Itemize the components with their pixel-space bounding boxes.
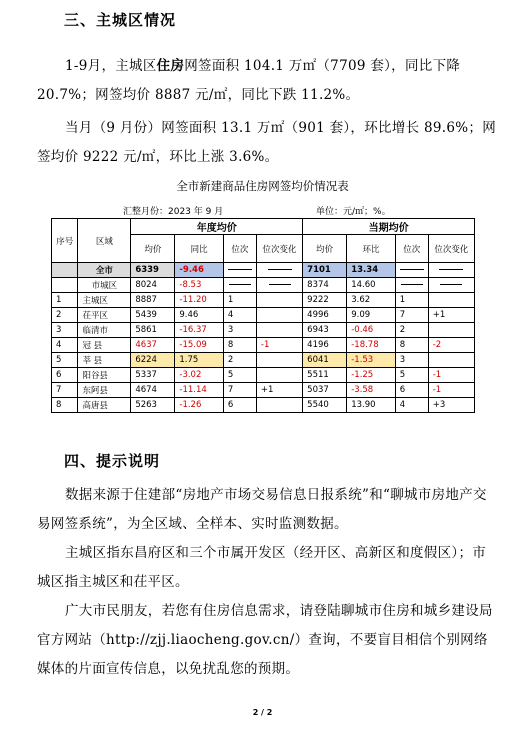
cell-year-yoy: -3.02	[175, 368, 223, 383]
cell-current-price: 5540	[303, 398, 347, 413]
cell-current-mom: -1.53	[347, 353, 395, 368]
cell-area: 冠 县	[78, 338, 131, 353]
cell-current-price: 6041	[303, 353, 347, 368]
cell-year-rank-change	[256, 278, 302, 293]
table-month-label: 汇整月份：2023 年 9 月	[123, 207, 224, 217]
cell-year-rank-change	[256, 293, 302, 308]
cell-seq: 2	[52, 308, 78, 323]
paragraph-data-source: 数据来源于住建部“房地产市场交易信息日报系统”和“聊城市房地产交易网签系统”，为全区域、全样本、实时监测数据。	[37, 487, 487, 532]
cell-year-rank-change	[256, 323, 302, 338]
cell-year-price: 5337	[131, 368, 175, 383]
page-number: 2 / 2	[252, 708, 273, 717]
cell-current-rank-change	[428, 323, 474, 338]
cell-current-rank: 3	[395, 353, 428, 368]
cell-area: 主城区	[78, 293, 131, 308]
paragraph-advice: 广大市民朋友，若您有住房信息需求，请登陆聊城市住房和城乡建设局官方网站（http://zjj.liaocheng.gov.cn/）查询，不要盲目相信个别网络媒体的片面宣传信息，以免扰乱您的预期。	[37, 603, 493, 677]
cell-year-yoy: -1.26	[175, 398, 223, 413]
cell-seq: 8	[52, 398, 78, 413]
cell-current-mom: -3.58	[347, 383, 395, 398]
header-year-rank: 位次	[223, 235, 256, 263]
cell-year-rank: 1	[223, 293, 256, 308]
cell-year-rank-change: -1	[256, 338, 302, 353]
cell-year-price: 5439	[131, 308, 175, 323]
table-row	[52, 278, 475, 293]
cell-seq: 7	[52, 383, 78, 398]
cell-current-price: 5511	[303, 368, 347, 383]
table-row	[52, 338, 475, 353]
header-current-avg: 当期均价	[303, 219, 475, 235]
cell-year-yoy: -8.53	[175, 278, 223, 293]
cell-year-price: 8887	[131, 293, 175, 308]
cell-current-rank-change: -1	[428, 383, 474, 398]
header-year-avg: 年度均价	[131, 219, 303, 235]
cell-year-yoy: -16.37	[175, 323, 223, 338]
cell-current-rank: 6	[395, 383, 428, 398]
section-heading-notes: 四、提示说明	[64, 452, 161, 470]
cell-current-rank-change	[428, 278, 474, 293]
cell-current-rank: 2	[395, 323, 428, 338]
table-row	[52, 398, 475, 413]
table-unit-label: 单位：元/㎡；%。	[316, 207, 391, 217]
cell-current-rank: 7	[395, 308, 428, 323]
cell-current-price: 4996	[303, 308, 347, 323]
cell-year-yoy: -15.09	[175, 338, 223, 353]
table-row	[52, 293, 475, 308]
cell-seq: 1	[52, 293, 78, 308]
header-year-yoy: 同比	[175, 235, 223, 263]
cell-current-mom: -0.46	[347, 323, 395, 338]
cell-current-rank: 1	[395, 293, 428, 308]
cell-year-rank: 4	[223, 308, 256, 323]
cell-area: 全市	[78, 263, 131, 278]
cell-current-price: 9222	[303, 293, 347, 308]
header-current-rank: 位次	[395, 235, 428, 263]
cell-area: 东阿县	[78, 383, 131, 398]
paragraph-current-month: 当月（9 月份）网签面积 13.1 万㎡（901 套），环比增长 89.6%；网签均价 9222 元/㎡，环比上涨 3.6%。	[37, 120, 497, 165]
cell-current-mom: 3.62	[347, 293, 395, 308]
cell-year-yoy: -11.20	[175, 293, 223, 308]
cell-year-rank-change	[256, 308, 302, 323]
header-seq: 序号	[52, 219, 78, 263]
cell-seq	[52, 278, 78, 293]
header-area: 区域	[78, 219, 131, 263]
cell-current-mom: -18.78	[347, 338, 395, 353]
cell-current-mom: -1.25	[347, 368, 395, 383]
cell-current-rank	[395, 263, 428, 278]
cell-current-rank-change: +1	[428, 308, 474, 323]
header-year-price: 均价	[131, 235, 175, 263]
cell-year-price: 4637	[131, 338, 175, 353]
header-current-rank-change: 位次变化	[428, 235, 474, 263]
cell-current-mom: 14.60	[347, 278, 395, 293]
table-title: 全市新建商品住房网签均价情况表	[176, 179, 349, 193]
cell-year-rank: 3	[223, 323, 256, 338]
cell-current-rank: 8	[395, 338, 428, 353]
cell-current-rank: 5	[395, 368, 428, 383]
cell-area: 市城区	[78, 278, 131, 293]
cell-year-rank: 7	[223, 383, 256, 398]
cell-current-mom: 13.34	[347, 263, 395, 278]
cell-area: 阳谷县	[78, 368, 131, 383]
paragraph-ytd: 1-9月，主城区住房网签面积 104.1 万㎡（7709 套），同比下降 20.7%；网签均价 8887 元/㎡，同比下跌 11.2%。	[37, 58, 461, 103]
cell-year-rank-change	[256, 263, 302, 278]
table-row	[52, 353, 475, 368]
table-row	[52, 383, 475, 398]
cell-year-price: 6224	[131, 353, 175, 368]
cell-current-rank-change: -1	[428, 368, 474, 383]
section-heading-main-city: 三、主城区情况	[64, 11, 177, 29]
cell-current-price: 7101	[303, 263, 347, 278]
cell-area: 高唐县	[78, 398, 131, 413]
cell-year-price: 5263	[131, 398, 175, 413]
table-row	[52, 308, 475, 323]
cell-current-mom: 13.90	[347, 398, 395, 413]
cell-seq: 4	[52, 338, 78, 353]
cell-year-rank-change: +1	[256, 383, 302, 398]
table-row	[52, 323, 475, 338]
cell-year-rank: 8	[223, 338, 256, 353]
cell-year-rank	[223, 263, 256, 278]
cell-area: 临清市	[78, 323, 131, 338]
price-table	[51, 218, 475, 413]
cell-area: 莘 县	[78, 353, 131, 368]
cell-seq: 3	[52, 323, 78, 338]
cell-current-rank-change	[428, 293, 474, 308]
cell-current-price: 4196	[303, 338, 347, 353]
cell-year-price: 6339	[131, 263, 175, 278]
cell-seq: 6	[52, 368, 78, 383]
cell-year-price: 5861	[131, 323, 175, 338]
cell-seq	[52, 263, 78, 278]
cell-current-rank-change: +3	[428, 398, 474, 413]
paragraph-definitions: 主城区指东昌府区和三个市属开发区（经开区、高新区和度假区）；市城区指主城区和茌平区。	[37, 545, 487, 590]
cell-year-yoy: -11.14	[175, 383, 223, 398]
table-row	[52, 368, 475, 383]
cell-year-rank-change	[256, 398, 302, 413]
header-year-rank-change: 位次变化	[256, 235, 302, 263]
cell-year-yoy: 1.75	[175, 353, 223, 368]
cell-year-yoy: 9.46	[175, 308, 223, 323]
cell-area: 茌平区	[78, 308, 131, 323]
cell-year-price: 8024	[131, 278, 175, 293]
cell-seq: 5	[52, 353, 78, 368]
cell-year-rank	[223, 278, 256, 293]
cell-current-rank	[395, 278, 428, 293]
cell-year-rank: 5	[223, 368, 256, 383]
cell-current-rank-change	[428, 263, 474, 278]
cell-current-price: 5037	[303, 383, 347, 398]
cell-year-price: 4674	[131, 383, 175, 398]
cell-year-rank: 2	[223, 353, 256, 368]
cell-current-price: 6943	[303, 323, 347, 338]
header-current-price: 均价	[303, 235, 347, 263]
cell-year-yoy: -9.46	[175, 263, 223, 278]
table-row	[52, 263, 475, 278]
cell-year-rank-change	[256, 368, 302, 383]
cell-current-price: 8374	[303, 278, 347, 293]
cell-current-rank-change: -2	[428, 338, 474, 353]
header-current-mom: 环比	[347, 235, 395, 263]
cell-year-rank: 6	[223, 398, 256, 413]
cell-year-rank-change	[256, 353, 302, 368]
cell-current-rank-change	[428, 353, 474, 368]
cell-current-mom: 9.09	[347, 308, 395, 323]
cell-current-rank: 4	[395, 398, 428, 413]
